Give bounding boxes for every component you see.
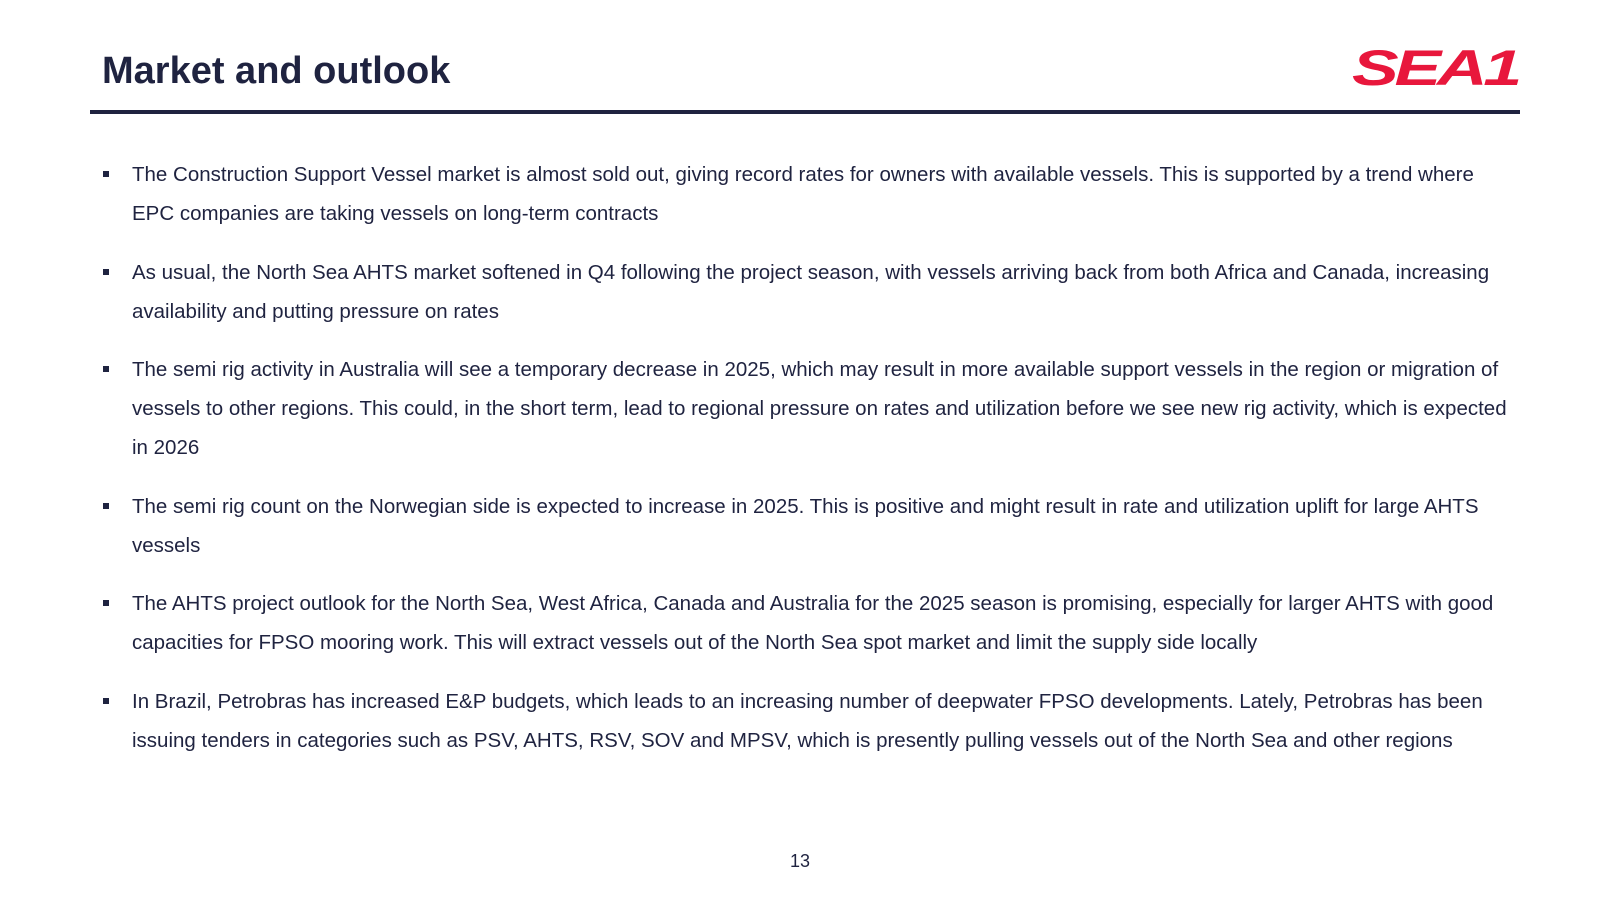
square-bullet-icon [103, 171, 109, 177]
bullet-item [100, 253, 1520, 331]
bullet-text: The AHTS project outlook for the North Sea, West Africa, Canada and Australia for the 2025 season is promising, especially for larger AHTS with good capacities for FPSO mooring work. This will extract vessels out of the North Sea spot market and limit the supply side locally [132, 592, 1494, 654]
title-divider [90, 110, 1520, 114]
bullet-item [100, 584, 1520, 662]
sea1-logo-text: SEA1 [1352, 44, 1520, 92]
bullet-text: The Construction Support Vessel market is almost sold out, giving record rates for owners with available vessels. This is supported by a trend where EPC companies are taking vessels on long-term contracts [132, 163, 1474, 225]
bullet-item [100, 350, 1520, 467]
square-bullet-icon [103, 600, 109, 606]
bullet-item [100, 682, 1520, 760]
bullet-text: As usual, the North Sea AHTS market softened in Q4 following the project season, with vessels arriving back from both Africa and Canada, increasing availability and putting pressure on rates [132, 260, 1490, 323]
bullet-text: The semi rig activity in Australia will see a temporary decrease in 2025, which may result in more available support vessels in the region or migration of vessels to other regions. This could, in the short term, lead to regional pressure on rates and utilization before we see new rig activity, which is expected in 2026 [132, 358, 1507, 459]
square-bullet-icon [103, 269, 109, 275]
bullet-text: In Brazil, Petrobras has increased E&P budgets, which leads to an increasing number of deepwater FPSO developments. Lately, Petrobras has been issuing tenders in categories such as PSV, AHTS, RSV, SOV and MPSV, which is presently pulling vessels out of the North Sea and other regions [132, 689, 1483, 752]
bullet-item [100, 487, 1520, 565]
sea1-logo [1352, 44, 1520, 92]
square-bullet-icon [103, 698, 109, 704]
bullet-list [100, 155, 1520, 779]
bullet-text: The semi rig count on the Norwegian side is expected to increase in 2025. This is positive and might result in rate and utilization uplift for large AHTS vessels [132, 494, 1479, 557]
bullet-item [100, 155, 1520, 233]
page-number: 13 [789, 851, 811, 871]
page-title: Market and outlook [102, 50, 451, 92]
square-bullet-icon [103, 366, 109, 372]
square-bullet-icon [103, 503, 109, 509]
